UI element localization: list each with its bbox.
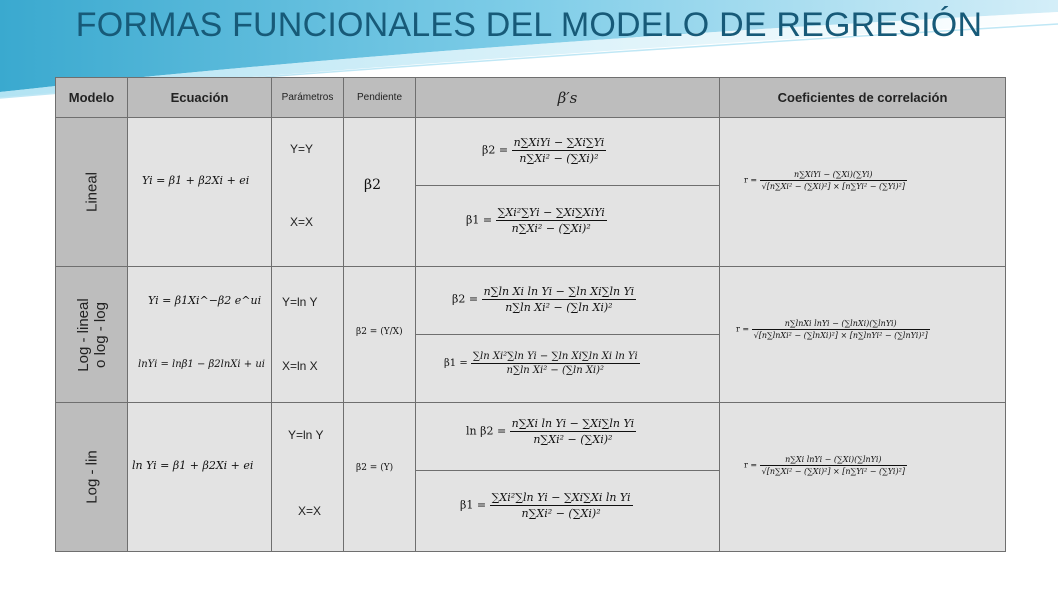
- model-label: Log - lin: [83, 450, 100, 504]
- r-formula: [736, 319, 930, 340]
- beta2-denominator: n∑Xi² − (∑Xi)²: [519, 152, 599, 165]
- model-label-line1: Log - lineal: [74, 297, 92, 372]
- param-x: X=ln X: [282, 359, 318, 373]
- r-denominator: √[n∑lnXi² − (∑lnXi)²] × [n∑lnYi² − (∑lnYi)²]: [753, 331, 928, 340]
- equation-cell: [128, 267, 272, 403]
- parametros-cell: [272, 267, 344, 403]
- beta2-numerator: n∑ln Xi ln Yi − ∑ln Xi∑ln Yi: [483, 285, 635, 298]
- beta2-lhs: β2 =: [452, 292, 479, 306]
- beta1-formula: [466, 206, 607, 235]
- model-cell: [56, 267, 128, 403]
- slide-title: FORMAS FUNCIONALES DEL MODELO DE REGRESIÓN: [75, 6, 983, 44]
- correlacion-cell: [720, 267, 1006, 403]
- beta2-lhs: β2 =: [482, 143, 509, 157]
- r-numerator: n∑XiYi − (∑Xi)(∑Yi): [760, 170, 907, 181]
- param-y: Y=ln Y: [282, 295, 318, 309]
- r-lhs: r =: [736, 324, 750, 334]
- equation-text-2: lnYi = lnβ1 − β2lnXi + ui: [138, 359, 265, 370]
- beta1-denominator: n∑Xi² − (∑Xi)²: [511, 222, 591, 235]
- slope-formula: β2: [364, 177, 382, 193]
- model-label: Lineal: [83, 171, 100, 213]
- r-lhs: r =: [744, 175, 758, 185]
- param-x: X=X: [290, 215, 314, 229]
- correlacion-cell: [720, 118, 1006, 267]
- table-row-log-log: [56, 267, 1006, 403]
- model-label: [75, 298, 109, 371]
- beta1-denominator: n∑ln Xi² − (∑ln Xi)²: [506, 365, 605, 376]
- slope-formula: β2 = (Y): [356, 463, 394, 473]
- header-betas: β′s: [416, 78, 720, 118]
- beta1-numerator: ∑ln Xi²∑ln Yi − ∑ln Xi∑ln Xi ln Yi: [472, 351, 638, 362]
- beta1-numerator: ∑Xi²∑ln Yi − ∑Xi∑Xi ln Yi: [491, 491, 631, 504]
- table-row-log-lin: [56, 403, 1006, 552]
- header-parametros: Parámetros: [272, 78, 344, 118]
- equation-text-1: Yi = β1Xi^−β2 e^ui: [148, 294, 262, 307]
- r-denominator: √[n∑Xi² − (∑Xi)²] × [n∑Yi² − (∑Yi)²]: [761, 467, 905, 476]
- betas-cell: [416, 118, 720, 267]
- param-y: Y=Y: [290, 142, 314, 156]
- cell-divider: [416, 470, 719, 471]
- header-ecuacion: Ecuación: [128, 78, 272, 118]
- equation-text: Yi = β1 + β2Xi + ei: [142, 174, 250, 187]
- beta1-formula: [444, 351, 640, 376]
- r-lhs: r =: [744, 460, 758, 470]
- slope-formula: β2 = (Y/X): [356, 327, 403, 337]
- table-header-row: [56, 78, 1006, 118]
- table-row-lineal: [56, 118, 1006, 267]
- beta1-lhs: β1 =: [460, 498, 487, 512]
- model-label-line2: o log - log: [91, 301, 109, 368]
- betas-cell: [416, 403, 720, 552]
- beta1-lhs: β1 =: [444, 358, 468, 369]
- beta2-numerator: n∑XiYi − ∑Xi∑Yi: [513, 136, 605, 149]
- parametros-cell: [272, 118, 344, 267]
- equation-cell: [128, 118, 272, 267]
- r-numerator: n∑Xi lnYi − (∑Xi)(∑lnYi): [760, 455, 907, 466]
- betas-cell: [416, 267, 720, 403]
- model-cell: [56, 118, 128, 267]
- pendiente-cell: [344, 403, 416, 552]
- model-cell: [56, 403, 128, 552]
- equation-cell: [128, 403, 272, 552]
- pendiente-cell: [344, 267, 416, 403]
- beta2-denominator: n∑ln Xi² − (∑ln Xi)²: [505, 301, 613, 314]
- header-correlacion: Coeficientes de correlación: [720, 78, 1006, 118]
- r-denominator: √[n∑Xi² − (∑Xi)²] × [n∑Yi² − (∑Yi)²]: [761, 182, 905, 191]
- beta2-formula: [466, 417, 636, 446]
- beta1-numerator: ∑Xi²∑Yi − ∑Xi∑XiYi: [497, 206, 605, 219]
- r-formula: [744, 170, 907, 191]
- beta2-formula: [482, 136, 606, 165]
- beta1-formula: [460, 491, 633, 520]
- correlacion-cell: [720, 403, 1006, 552]
- cell-divider: [416, 185, 719, 186]
- r-formula: [744, 455, 907, 476]
- header-modelo: Modelo: [56, 78, 128, 118]
- regression-forms-table: [55, 77, 1006, 552]
- r-numerator: n∑lnXi lnYi − (∑lnXi)(∑lnYi): [752, 319, 930, 330]
- header-pendiente: Pendiente: [344, 78, 416, 118]
- beta1-denominator: n∑Xi² − (∑Xi)²: [521, 507, 601, 520]
- cell-divider: [416, 334, 719, 335]
- equation-text: ln Yi = β1 + β2Xi + ei: [132, 459, 254, 472]
- param-x: X=X: [298, 504, 322, 518]
- beta2-lhs: ln β2 =: [466, 424, 507, 438]
- beta2-numerator: n∑Xi ln Yi − ∑Xi∑ln Yi: [511, 417, 635, 430]
- param-y: Y=ln Y: [288, 428, 324, 442]
- beta2-denominator: n∑Xi² − (∑Xi)²: [533, 433, 613, 446]
- parametros-cell: [272, 403, 344, 552]
- beta1-lhs: β1 =: [466, 213, 493, 227]
- pendiente-cell: [344, 118, 416, 267]
- beta2-formula: [452, 285, 636, 314]
